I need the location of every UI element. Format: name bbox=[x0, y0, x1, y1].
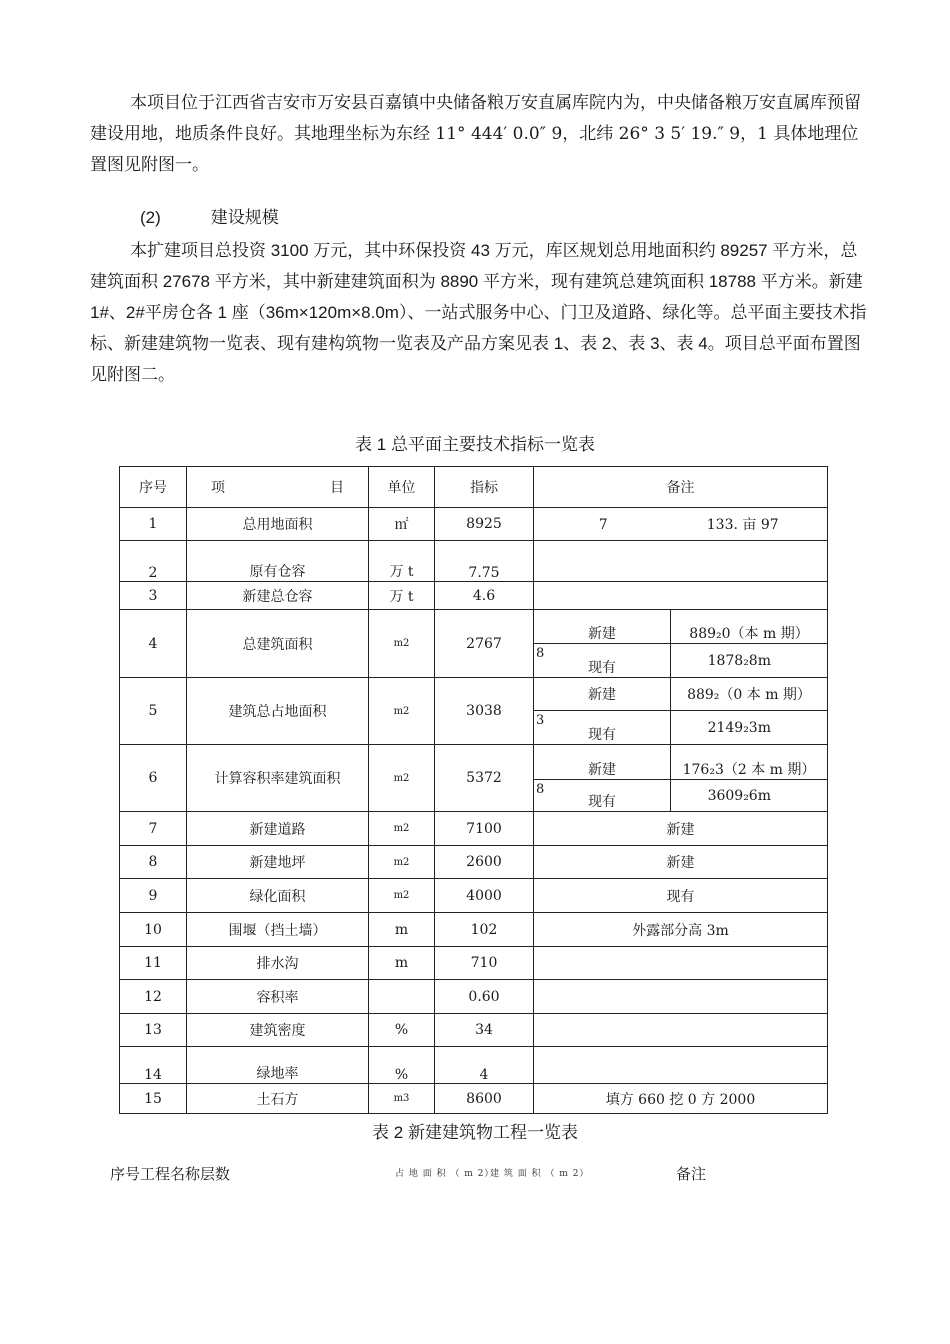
location-text: 本项目位于江西省吉安市万安县百嘉镇中央储备粮万安直属库院内为，中央储备粮万安直属库预留建设用地，地质条件良好。其地理坐标为东经 11° 444′ 0.0″ 9，北纬 26° 3 5′ 19.″ 9，1 具体地理位置图见附图一。 bbox=[90, 93, 861, 175]
scale-text: 本扩建项目总投资 3100 万元，其中环保投资 43 万元，库区规划总用地面积约 89257 平方米，总建筑面积 27678 平方米，其中新建建筑面积为 8890 平方米，现有建筑总建筑面积 18788 平方米。新建 1#、2#平房仓各 1 座（36m×120m×8.0m）、一站式服务中心、门卫及道路、绿化等。总平面主要技术指标、新建建筑物一览表、现有建构筑物一览表及产品方案见表 1、表 2、表 3、表 4。项目总平面布置图见附图二。 bbox=[90, 241, 867, 384]
table-row: 2 原有仓容 万 t 7.75 bbox=[120, 541, 828, 582]
header-note: 备注 bbox=[534, 467, 828, 508]
header-unit: 单位 bbox=[369, 467, 435, 508]
table-row: 15 土石方 m3 8600 填方 660 挖 0 方 2000 bbox=[120, 1084, 828, 1114]
row1-note: 7 133. 亩 97 bbox=[534, 508, 828, 541]
table2-header-left: 序号工程名称层数 bbox=[110, 1165, 231, 1183]
table-row: 13 建筑密度 % 34 bbox=[120, 1014, 828, 1047]
table-row: 9 绿化面积 m2 4000 现有 bbox=[120, 879, 828, 913]
table-row: 1 总用地面积 ㎡ 8925 7 133. 亩 97 bbox=[120, 508, 828, 541]
table-row: 12 容积率 0.60 bbox=[120, 980, 828, 1014]
scale-paragraph bbox=[90, 235, 870, 390]
table2-header-area1: 占 地 面 积 （ m 2） bbox=[395, 1169, 495, 1179]
header-seq: 序号 bbox=[120, 467, 187, 508]
table-row: 6 计算容积率建筑面积 m2 5372 新建 176₂3（2 本 m 期） bbox=[120, 745, 828, 780]
table-row: 4 总建筑面积 m2 2767 新建 889₂0（本 m 期） bbox=[120, 610, 828, 644]
section-number: (2) bbox=[140, 208, 161, 227]
section-heading bbox=[140, 203, 279, 228]
section-title: 建设规模 bbox=[210, 208, 279, 227]
table-row: 10 围堰（挡土墙） m 102 外露部分高 3m bbox=[120, 913, 828, 947]
table-row: 8 现有 3609₂6m bbox=[120, 780, 828, 812]
table-row: 5 建筑总占地面积 m2 3038 新建 889₂（0 本 m 期） bbox=[120, 678, 828, 711]
table1-caption: 表 1 总平面主要技术指标一览表 bbox=[355, 435, 595, 454]
table-row: 8 现有 1878₂8m bbox=[120, 644, 828, 678]
table2-header-note: 备注 bbox=[676, 1165, 707, 1183]
table-row: 3 现有 2149₂3m bbox=[120, 711, 828, 745]
intro-paragraph bbox=[90, 88, 870, 181]
indicators-table bbox=[119, 466, 828, 1114]
table2-caption: 表 2 新建建筑物工程一览表 bbox=[372, 1123, 578, 1142]
table-row: 11 排水沟 m 710 bbox=[120, 947, 828, 980]
header-item: 项 目 bbox=[187, 467, 369, 508]
table-header-row bbox=[120, 467, 828, 508]
table-row: 14 绿地率 % 4 bbox=[120, 1047, 828, 1084]
table2-header-area2: 建 筑 面 积 （ m 2） bbox=[490, 1169, 590, 1179]
table-row: 3 新建总仓容 万 t 4.6 bbox=[120, 582, 828, 610]
table-row: 7 新建道路 m2 7100 新建 bbox=[120, 812, 828, 846]
header-value: 指标 bbox=[435, 467, 534, 508]
table-row: 8 新建地坪 m2 2600 新建 bbox=[120, 846, 828, 879]
